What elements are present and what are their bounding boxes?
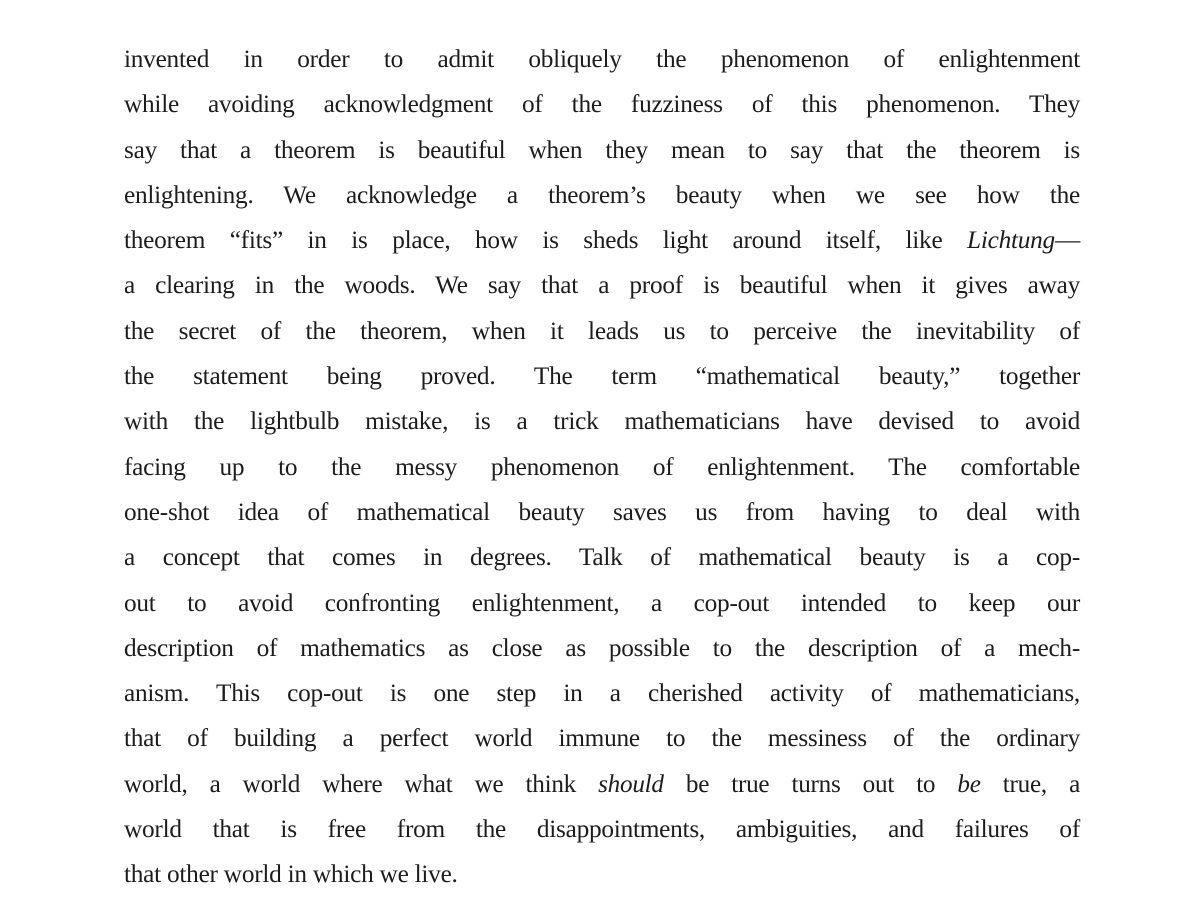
text-line [124,626,1080,671]
text-line [124,671,1080,716]
text-segment: enlightening. We acknowledge a theorem’s beauty when we see how the [124,180,1080,209]
text-line [124,490,1080,535]
text-segment: the statement being proved. The term “mathematical beauty,” together [124,362,1080,391]
text-line [124,445,1080,490]
text-segment: be true turns out to [663,770,958,798]
text-line [124,535,1080,580]
text-segment: one-shot idea of mathematical beauty saves us from having to deal with [124,497,1080,526]
text-line [124,399,1080,444]
text-segment: a concept that comes in degrees. Talk of mathematical beauty is a cop- [124,543,1080,572]
text-segment: invented in order to admit obliquely the phenomenon of enlightenment [124,45,1080,73]
text-segment: say that a theorem is beautiful when they mean to say that the theorem is [124,135,1080,164]
text-line [124,581,1080,626]
text-line [124,37,1080,82]
text-line [124,309,1080,354]
italic-term: be [957,770,981,798]
text-segment: out to avoid confronting enlightenment, a cop-out intended to keep our [124,588,1080,617]
text-line [124,82,1080,127]
text-segment: — [1054,226,1080,255]
text-segment: that other world in which we live. [124,860,458,889]
text-segment: world, a world where what we think [124,770,599,798]
text-line [124,716,1080,761]
text-segment: a clearing in the woods. We say that a proof is beautiful when it gives away [124,271,1080,300]
text-segment: theorem “fits” in is place, how is sheds light around itself, like [124,226,967,255]
text-segment: facing up to the messy phenomenon of enlightenment. The comfortable [124,452,1080,481]
text-line [124,762,1080,807]
text-segment: that of building a perfect world immune to the messiness of the ordinary [124,724,1080,753]
text-line-last [124,852,1080,897]
text-segment: description of mathematics as close as possible to the description of a mech- [124,633,1080,662]
italic-term: Lichtung [967,226,1055,255]
text-segment: the secret of the theorem, when it leads us to perceive the inevitability of [124,316,1080,345]
italic-term: should [598,770,664,798]
text-segment: with the lightbulb mistake, is a trick mathematicians have devised to avoid [124,407,1080,436]
text-segment: world that is free from the disappointments, ambiguities, and failures of [124,815,1080,844]
text-line [124,354,1080,399]
text-segment: true, a [980,770,1080,798]
text-line [124,218,1080,263]
text-line [124,263,1080,308]
text-line [124,173,1080,218]
text-segment: anism. This cop-out is one step in a cherished activity of mathematicians, [124,679,1080,708]
text-line [124,807,1080,852]
document-page [124,37,1080,898]
text-segment: while avoiding acknowledgment of the fuzziness of this phenomenon. They [124,90,1080,119]
text-line [124,128,1080,173]
